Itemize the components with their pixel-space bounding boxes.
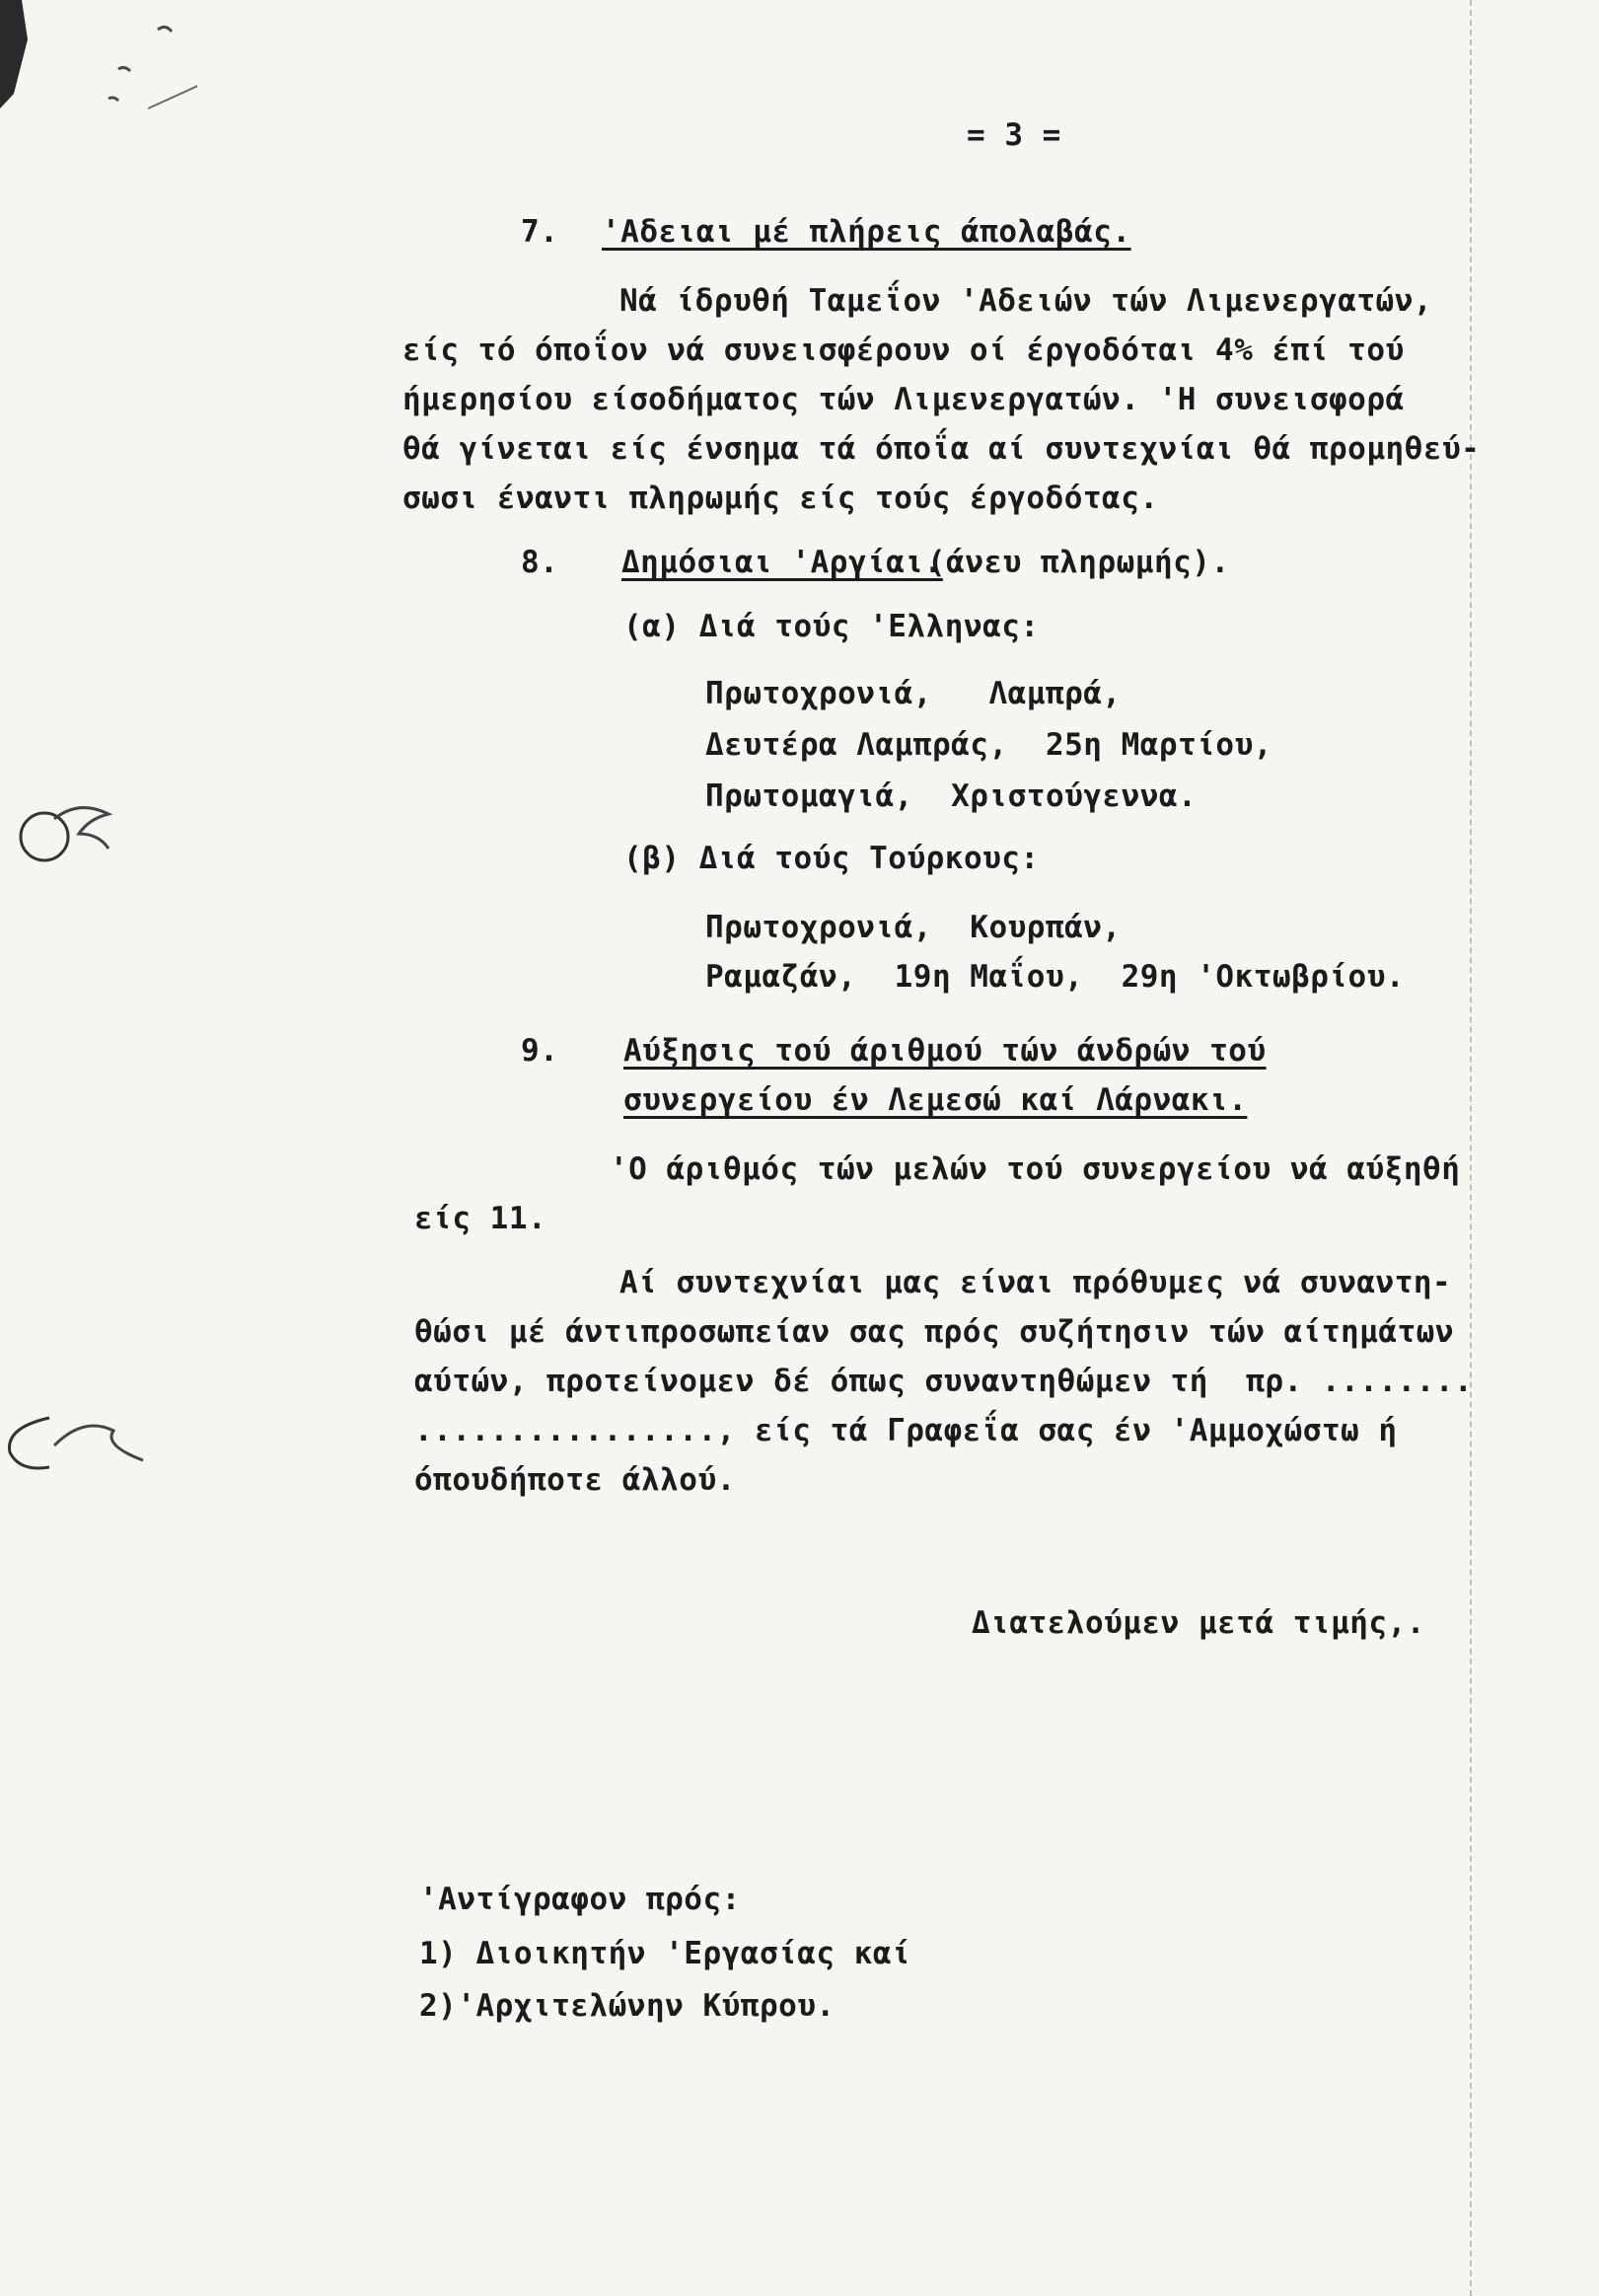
item8-sub-b-line-1: Πρωτοχρονιά, Κουρπάν,: [705, 910, 1122, 945]
item8-sub-a-line-2: Δευτέρα Λαμπράς, 25η Μαρτίου,: [705, 727, 1272, 763]
item8-sub-a-line-1: Πρωτοχρονιά, Λαμπρά,: [705, 676, 1122, 711]
item8-number: 8.: [521, 545, 559, 580]
copies-item-2: 2)'Αρχιτελώνην Κύπρου.: [419, 1988, 836, 2024]
item7-line-2: είς τό όποΐον νά συνεισφέρουν οί έργοδόται 4% έπί τού: [402, 333, 1405, 368]
item7-heading: 'Αδειαι μέ πλήρεις άπολαβάς.: [602, 214, 1131, 250]
copies-label: 'Αντίγραφον πρός:: [419, 1882, 741, 1917]
closing-line-5: όπουδήποτε άλλού.: [414, 1462, 736, 1498]
item8-sub-a-label: (α) Διά τούς 'Ελληνας:: [623, 609, 1040, 644]
closing-line-2: θώσι μέ άντιπροσωπείαν σας πρός συζήτησιν τών αίτημάτων: [414, 1314, 1454, 1350]
item7-line-4: θά γίνεται είς ένσημα τά όποΐα αί συντεχνίαι θά προμηθεύ-: [402, 431, 1481, 467]
item8-sub-b-label: (β) Διά τούς Τούρκους:: [623, 841, 1040, 876]
item7-line-5: σωσι έναντι πληρωμής είς τούς έργοδότας.: [402, 481, 1159, 516]
item8-sub-b-line-2: Ραμαζάν, 19η Μαΐου, 29η 'Οκτωβρίου.: [705, 959, 1406, 995]
punch-hole-upper: [15, 789, 123, 868]
page-number: = 3 =: [967, 117, 1061, 153]
closing-line-1: Αί συντεχνίαι μας είναι πρόθυμες νά συναντη-: [619, 1265, 1452, 1300]
corner-smudge: [0, 0, 197, 197]
item9-number: 9.: [521, 1033, 559, 1069]
closing-line-4: ................, είς τά Γραφεΐα σας έν 'Αμμοχώστω ή: [414, 1413, 1398, 1448]
item8-sub-a-line-3: Πρωτομαγιά, Χριστούγεννα.: [705, 778, 1198, 814]
item7-line-3: ήμερησίου είσοδήματος τών Λιμενεργατών. 'Η συνεισφορά: [402, 382, 1405, 417]
item9-heading-line-1: Αύξησις τού άριθμού τών άνδρών τού: [623, 1033, 1267, 1069]
item8-heading: Δημόσιαι 'Αργίαι.: [621, 545, 943, 580]
signoff: Διατελούμεν μετά τιμής,.: [972, 1605, 1425, 1641]
copies-item-1: 1) Διοικητήν 'Εργασίας καί: [419, 1936, 911, 1971]
item8-note: (άνευ πληρωμής).: [927, 545, 1230, 580]
item9-line-2: είς 11.: [414, 1201, 547, 1236]
closing-line-3: αύτών, προτείνομεν δέ όπως συναντηθώμεν τή πρ. ........: [414, 1364, 1474, 1399]
item7-line-1: Νά ίδρυθή Ταμεΐον 'Αδειών τών Λιμενεργατών,: [619, 283, 1433, 319]
item9-heading-line-2: συνεργείου έν Λεμεσώ καί Λάρνακι.: [623, 1082, 1248, 1118]
margin-fold-line: [1470, 0, 1472, 2296]
item9-line-1: 'Ο άριθμός τών μελών τού συνεργείου νά αύξηθή: [610, 1151, 1461, 1187]
punch-hole-lower: [0, 1406, 158, 1485]
item7-number: 7.: [521, 214, 559, 250]
